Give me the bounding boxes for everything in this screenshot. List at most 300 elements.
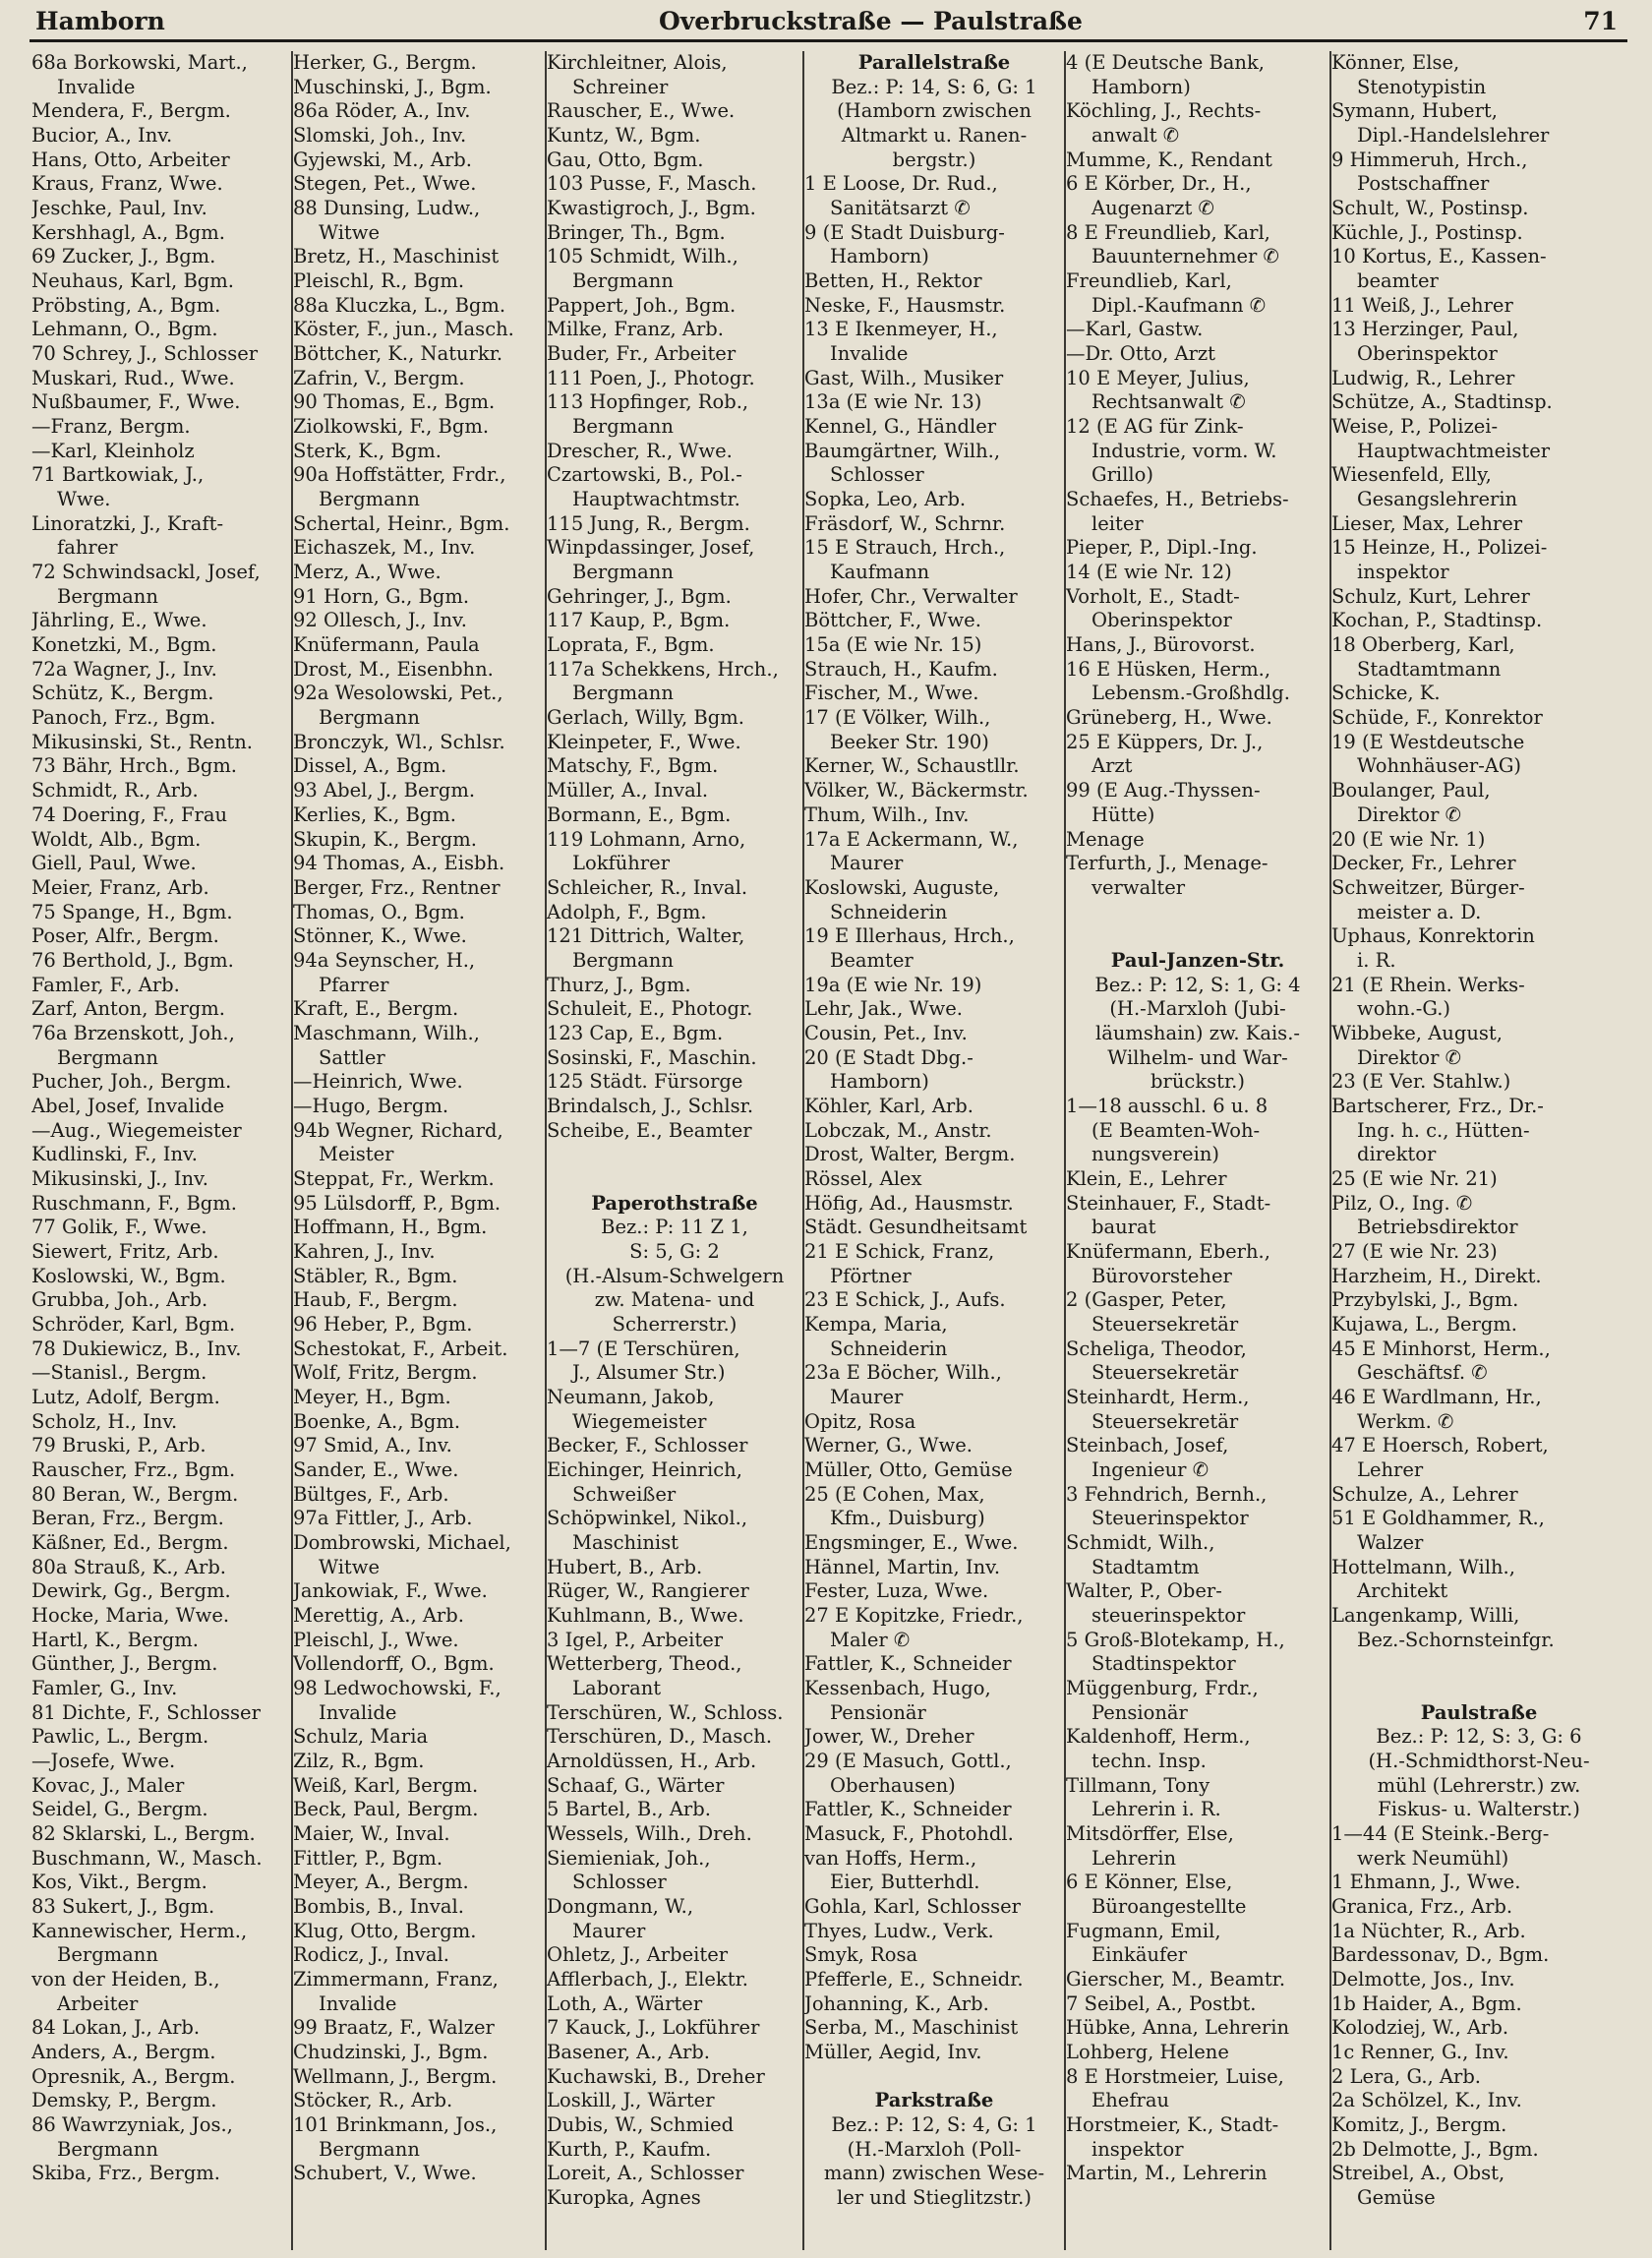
- directory-entry: Kudlinski, F., Inv.: [31, 1143, 198, 1166]
- directory-entry: Skupin, K., Bergm.: [293, 827, 477, 851]
- directory-entry: 84 Lokan, J., Arb.: [31, 2016, 201, 2040]
- header-street-range: Overbruckstraße — Paulstraße: [659, 7, 1083, 35]
- directory-entry-continuation: Oberinspektor: [1357, 342, 1498, 366]
- directory-entry-continuation: inspektor: [1357, 561, 1449, 584]
- directory-entry: Steppat, Fr., Werkm.: [293, 1166, 495, 1190]
- directory-entry-continuation: Bergmann: [57, 584, 158, 608]
- directory-entry: 95 Lülsdorff, P., Bgm.: [293, 1191, 502, 1215]
- directory-entry: Fattler, K., Schneider: [804, 1652, 1012, 1676]
- directory-entry: Knüfermann, Paula: [293, 633, 480, 657]
- directory-entry: Serba, M., Maschinist: [804, 2016, 1019, 2040]
- street-description: Fiskus- u. Walterstr.): [1378, 1798, 1580, 1821]
- directory-entry: 25 E Küppers, Dr. J.,: [1066, 730, 1264, 753]
- directory-entry-continuation: Beamter: [830, 948, 914, 972]
- directory-entry: Poser, Alfr., Bergm.: [31, 924, 219, 948]
- directory-entry: Brindalsch, J., Schlsr.: [547, 1094, 754, 1117]
- directory-entry: 27 (E wie Nr. 23): [1331, 1239, 1498, 1263]
- directory-entry: Thomas, O., Bgm.: [293, 900, 465, 923]
- directory-entry: 1b Haider, A., Bgm.: [1331, 1991, 1522, 2015]
- directory-entry: Bartscherer, Frz., Dr.-: [1331, 1094, 1544, 1117]
- directory-entry: 19 E Illerhaus, Hrch.,: [804, 924, 1015, 948]
- directory-entry-continuation: Direktor ✆: [1357, 802, 1461, 826]
- directory-entry: Bretz, H., Maschinist: [293, 245, 500, 268]
- directory-entry: Schütze, A., Stadtinsp.: [1331, 390, 1553, 414]
- directory-entry: 91 Horn, G., Bgm.: [293, 584, 470, 608]
- spacer: [1066, 924, 1329, 949]
- directory-entry: Hofer, Chr., Verwalter: [804, 584, 1018, 608]
- directory-entry: Beck, Paul, Bergm.: [293, 1798, 479, 1821]
- directory-entry-continuation: Hamborn): [830, 1070, 929, 1094]
- directory-entry: Ruschmann, F., Bgm.: [31, 1191, 237, 1215]
- directory-entry: Kuchawski, B., Dreher: [547, 2064, 765, 2088]
- directory-entry: 105 Schmidt, Wilh.,: [547, 245, 738, 268]
- directory-entry: Jeschke, Paul, Inv.: [31, 197, 207, 220]
- directory-entry: 76a Brzenskott, Joh.,: [31, 1021, 235, 1044]
- directory-entry: Uphaus, Konrektorin: [1331, 924, 1535, 948]
- directory-entry: Ziolkowski, F., Bgm.: [293, 415, 490, 439]
- directory-entry: 25 (E Cohen, Max,: [804, 1482, 985, 1506]
- directory-entry: Hännel, Martin, Inv.: [804, 1555, 1001, 1578]
- directory-entry: —Dr. Otto, Arzt: [1066, 342, 1216, 366]
- directory-entry: 17a E Ackermann, W.,: [804, 827, 1019, 851]
- directory-entry: Kleinpeter, F., Wwe.: [547, 730, 741, 753]
- directory-entry: Weiß, Karl, Bergm.: [293, 1773, 479, 1797]
- directory-entry-continuation: Pfarrer: [319, 973, 389, 996]
- directory-entry: Kerlies, K., Bgm.: [293, 802, 456, 826]
- directory-entry: 14 (E wie Nr. 12): [1066, 561, 1232, 584]
- directory-entry: 9 Himmeruh, Hrch.,: [1331, 148, 1528, 171]
- directory-entry-continuation: Pensionär: [830, 1700, 926, 1724]
- directory-entry: 4 (E Deutsche Bank,: [1066, 51, 1265, 74]
- directory-entry: Kolodziej, W., Arb.: [1331, 2016, 1509, 2040]
- directory-entry-continuation: Oberhausen): [830, 1773, 956, 1797]
- directory-entry: —Aug., Wiegemeister: [31, 1118, 242, 1142]
- directory-entry: Milke, Franz, Arb.: [547, 318, 724, 341]
- directory-entry: Schicke, K.: [1331, 682, 1441, 705]
- directory-entry: 2 Lera, G., Arb.: [1331, 2064, 1482, 2088]
- directory-entry: Gast, Wilh., Musiker: [804, 366, 1004, 389]
- directory-entry: 45 E Minhorst, Herm.,: [1331, 1337, 1551, 1360]
- street-description: Bez.: P: 14, S: 6, G: 1: [831, 75, 1037, 98]
- directory-entry-continuation: Bergmann: [319, 706, 420, 730]
- directory-entry: Wiesenfeld, Elly,: [1331, 463, 1492, 487]
- directory-entry: 1—7 (E Terschüren,: [547, 1337, 740, 1360]
- directory-entry-continuation: Arzt: [1092, 754, 1133, 778]
- directory-entry-continuation: Bez.-Schornsteinfgr.: [1357, 1628, 1555, 1651]
- directory-entry-continuation: i. R.: [1357, 948, 1396, 972]
- directory-entry: Jährling, E., Wwe.: [31, 609, 207, 632]
- directory-entry-continuation: fahrer: [57, 536, 118, 560]
- directory-entry: 83 Sukert, J., Bgm.: [31, 1895, 215, 1919]
- directory-entry: 68a Borkowski, Mart.,: [31, 51, 248, 74]
- directory-entry-continuation: Werkm. ✆: [1357, 1409, 1454, 1433]
- directory-entry: Anders, A., Bergm.: [31, 2041, 216, 2064]
- directory-entry: Jankowiak, F., Wwe.: [293, 1579, 488, 1603]
- column-4: [802, 51, 1064, 2250]
- directory-entry: Dubis, W., Schmied: [547, 2113, 735, 2137]
- directory-entry: Scholz, H., Inv.: [31, 1409, 178, 1433]
- directory-entry: 29 (E Masuch, Gottl.,: [804, 1750, 1012, 1773]
- directory-entry: Schult, W., Postinsp.: [1331, 197, 1529, 220]
- directory-entry: —Heinrich, Wwe.: [293, 1070, 463, 1094]
- directory-entry-continuation: Meister: [319, 1143, 394, 1166]
- directory-entry: Harzheim, H., Direkt.: [1331, 1264, 1542, 1287]
- directory-entry: 97 Smid, A., Inv.: [293, 1434, 452, 1457]
- directory-entry-continuation: Witwe: [319, 1555, 381, 1578]
- directory-entry: Köchling, J., Rechts-: [1066, 99, 1262, 123]
- directory-entry: Meyer, H., Bgm.: [293, 1385, 451, 1408]
- directory-entry: Hocke, Maria, Wwe.: [31, 1604, 230, 1627]
- directory-entry: Buder, Fr., Arbeiter: [547, 342, 737, 366]
- street-heading: Paulstraße: [1420, 1700, 1538, 1724]
- directory-entry: Loth, A., Wärter: [547, 1991, 703, 2015]
- directory-entry-continuation: Invalide: [830, 342, 909, 366]
- directory-entry: 1c Renner, G., Inv.: [1331, 2041, 1509, 2064]
- directory-entry: —Franz, Bergm.: [31, 415, 191, 439]
- directory-entry: Hans, Otto, Arbeiter: [31, 148, 230, 171]
- directory-entry: Schütz, K., Bergm.: [31, 682, 214, 705]
- directory-entry: Tillmann, Tony: [1066, 1773, 1210, 1797]
- street-description: (H.-Marxloh (Poll-: [847, 2137, 1022, 2161]
- directory-entry: Lohberg, Helene: [1066, 2041, 1229, 2064]
- directory-entry: 20 (E wie Nr. 1): [1331, 827, 1486, 851]
- directory-entry: Zafrin, V., Bergm.: [293, 366, 465, 389]
- directory-entry: Freundlieb, Karl,: [1066, 269, 1232, 293]
- directory-entry: 78 Dukiewicz, B., Inv.: [31, 1337, 242, 1360]
- directory-entry: Drost, M., Eisenbhn.: [293, 657, 494, 681]
- street-description: ler und Stieglitzstr.): [837, 2186, 1032, 2210]
- directory-entry-continuation: Lehrer: [1357, 1457, 1424, 1481]
- directory-entry: 90 Thomas, E., Bgm.: [293, 390, 496, 414]
- directory-entry: Zilz, R., Bgm.: [293, 1750, 425, 1773]
- directory-entry: 21 E Schick, Franz,: [804, 1239, 995, 1263]
- directory-entry: Bültges, F., Arb.: [293, 1482, 449, 1506]
- street-heading: Paperothstraße: [591, 1191, 758, 1215]
- directory-entry: Könner, Else,: [1331, 51, 1460, 74]
- directory-entry: 94b Wegner, Richard,: [293, 1118, 503, 1142]
- directory-entry-continuation: nungsverein): [1092, 1143, 1219, 1166]
- directory-entry: Kahren, J., Inv.: [293, 1239, 436, 1263]
- directory-entry-continuation: Gesangslehrerin: [1357, 488, 1518, 511]
- directory-entry: Sosinski, F., Maschin.: [547, 1045, 757, 1069]
- directory-entry-continuation: steuerinspektor: [1092, 1604, 1246, 1627]
- directory-entry: 23 E Schick, J., Aufs.: [804, 1288, 1006, 1312]
- directory-entry: 123 Cap, E., Bgm.: [547, 1021, 724, 1044]
- directory-entry: Seidel, G., Bergm.: [31, 1798, 208, 1821]
- directory-entry: —Karl, Gastw.: [1066, 318, 1204, 341]
- directory-entry: Kwastigroch, J., Bgm.: [547, 197, 756, 220]
- directory-entry-continuation: Bergmann: [572, 682, 674, 705]
- directory-entry: Schweitzer, Bürger-: [1331, 875, 1525, 899]
- directory-entry: Kuhlmann, B., Wwe.: [547, 1604, 744, 1627]
- directory-entry: Thum, Wilh., Inv.: [804, 802, 970, 826]
- directory-entry: Nußbaumer, F., Wwe.: [31, 390, 241, 414]
- directory-entry: Stegen, Pet., Wwe.: [293, 172, 477, 196]
- directory-entry: Menage: [1066, 827, 1145, 851]
- directory-entry-continuation: Ing. h. c., Hütten-: [1357, 1118, 1530, 1142]
- directory-entry: Lieser, Max, Lehrer: [1331, 511, 1523, 535]
- directory-entry-continuation: Lebensm.-Großhdlg.: [1092, 682, 1290, 705]
- directory-entry: Scheliga, Theodor,: [1066, 1337, 1247, 1360]
- directory-entry: 15a (E wie Nr. 15): [804, 633, 982, 657]
- directory-entry: Berger, Frz., Rentner: [293, 875, 501, 899]
- directory-entry: Käßner, Ed., Bergm.: [31, 1530, 229, 1554]
- directory-entry-continuation: Steuersekretär: [1092, 1409, 1239, 1433]
- directory-entry: 1—18 ausschl. 6 u. 8: [1066, 1094, 1268, 1117]
- directory-entry-continuation: Geschäftsf. ✆: [1357, 1361, 1488, 1385]
- directory-entry: Hoffmann, H., Bgm.: [293, 1216, 488, 1239]
- directory-entry: 98 Ledwochowski, F.,: [293, 1677, 502, 1700]
- directory-entry: 96 Heber, P., Bgm.: [293, 1312, 473, 1336]
- column-2: [291, 51, 545, 2250]
- directory-entry: Koslowski, W., Bgm.: [31, 1264, 226, 1287]
- directory-entry: Gierscher, M., Beamtr.: [1066, 1968, 1286, 1991]
- directory-entry: 101 Brinkmann, Jos.,: [293, 2113, 498, 2137]
- directory-entry: Klein, E., Lehrer: [1066, 1166, 1227, 1190]
- directory-entry: Skiba, Frz., Bergm.: [31, 2162, 221, 2185]
- directory-entry: 88a Kluczka, L., Bgm.: [293, 293, 506, 317]
- directory-entry: Lutz, Adolf, Bergm.: [31, 1385, 220, 1408]
- directory-entry: Müller, Aegid, Inv.: [804, 2041, 982, 2064]
- directory-entry-continuation: Witwe: [319, 220, 381, 244]
- directory-entry: Gau, Otto, Bgm.: [547, 148, 704, 171]
- directory-entry: Städt. Gesundheitsamt: [804, 1216, 1028, 1239]
- directory-entry: 46 E Wardlmann, Hr.,: [1331, 1385, 1542, 1408]
- directory-entry-continuation: Bergmann: [57, 2137, 158, 2161]
- directory-entry: Terschüren, D., Masch.: [547, 1725, 773, 1749]
- directory-entry: Ohletz, J., Arbeiter: [547, 1943, 729, 1967]
- directory-entry: 51 E Goldhammer, R.,: [1331, 1507, 1545, 1530]
- directory-entry: Gyjewski, M., Arb.: [293, 148, 472, 171]
- directory-entry: 1—44 (E Steink.-Berg-: [1331, 1822, 1550, 1846]
- directory-entry: Stönner, K., Wwe.: [293, 924, 467, 948]
- directory-entry: Decker, Fr., Lehrer: [1331, 852, 1516, 875]
- directory-entry-continuation: Schneiderin: [830, 1337, 948, 1360]
- directory-entry: Lehr, Jak., Wwe.: [804, 997, 963, 1021]
- directory-entry: Schmidt, R., Arb.: [31, 779, 199, 802]
- directory-entry: Engsminger, E., Wwe.: [804, 1530, 1019, 1554]
- directory-entry: Terschüren, W., Schloss.: [547, 1700, 784, 1724]
- directory-entry: Küchle, J., Postinsp.: [1331, 220, 1523, 244]
- directory-entry-continuation: Industrie, vorm. W.: [1092, 439, 1277, 462]
- directory-entry: Wessels, Wilh., Dreh.: [547, 1822, 752, 1846]
- directory-entry-continuation: Lehrerin: [1092, 1846, 1177, 1870]
- directory-entry: Kurth, P., Kaufm.: [547, 2137, 712, 2161]
- directory-entry-continuation: Wiegemeister: [572, 1409, 707, 1433]
- directory-entry: Arnoldüssen, H., Arb.: [547, 1750, 757, 1773]
- directory-entry: Winpdassinger, Josef,: [547, 536, 755, 560]
- directory-entry: Schröder, Karl, Bgm.: [31, 1312, 236, 1336]
- directory-entry: Bormann, E., Bgm.: [547, 802, 732, 826]
- directory-entry: Scheibe, E., Beamter: [547, 1118, 752, 1142]
- directory-entry-continuation: Schlosser: [572, 1871, 667, 1894]
- directory-entry-continuation: Hütte): [1092, 802, 1155, 826]
- directory-entry: Sterk, K., Bgm.: [293, 439, 442, 462]
- directory-entry: Vorholt, E., Stadt-: [1066, 584, 1240, 608]
- directory-entry: Schertal, Heinr., Bgm.: [293, 511, 510, 535]
- directory-entry: 71 Bartkowiak, J.,: [31, 463, 205, 487]
- directory-entry-continuation: Steuerinspektor: [1092, 1507, 1249, 1530]
- directory-entry: Ludwig, R., Lehrer: [1331, 366, 1515, 389]
- directory-entry: 77 Golik, F., Wwe.: [31, 1216, 207, 1239]
- directory-entry: Kuntz, W., Bgm.: [547, 124, 701, 148]
- directory-entry: Pieper, P., Dipl.-Ing.: [1066, 536, 1258, 560]
- directory-entry: 70 Schrey, J., Schlosser: [31, 342, 259, 366]
- directory-entry-continuation: Kaufmann: [830, 561, 930, 584]
- directory-entry: 9 (E Stadt Duisburg-: [804, 220, 1005, 244]
- directory-entry: Gerlach, Willy, Bgm.: [547, 706, 744, 730]
- directory-entry: Pappert, Joh., Bgm.: [547, 293, 737, 317]
- directory-entry: Drost, Walter, Bergm.: [804, 1143, 1016, 1166]
- directory-entry: Muskari, Rud., Wwe.: [31, 366, 235, 389]
- directory-entry: Buschmann, W., Masch.: [31, 1846, 263, 1870]
- directory-entry: Opitz, Rosa: [804, 1409, 916, 1433]
- directory-entry: Steinhardt, Herm.,: [1066, 1385, 1250, 1408]
- directory-entry: 2 (Gasper, Peter,: [1066, 1288, 1227, 1312]
- directory-entry: Meier, Franz, Arb.: [31, 875, 209, 899]
- directory-entry-continuation: Lehrerin i. R.: [1092, 1798, 1221, 1821]
- directory-entry-continuation: Gemüse: [1357, 2186, 1436, 2210]
- directory-entry: 121 Dittrich, Walter,: [547, 924, 745, 948]
- directory-entry: Günther, J., Bergm.: [31, 1652, 218, 1676]
- directory-entry: Symann, Hubert,: [1331, 99, 1498, 123]
- directory-entry: Schaefes, H., Betriebs-: [1066, 488, 1289, 511]
- directory-entry: Kovac, J., Maler: [31, 1773, 185, 1797]
- directory-entry: Lehmann, O., Bgm.: [31, 318, 218, 341]
- directory-entry-continuation: wohn.-G.): [1357, 997, 1451, 1021]
- directory-entry-continuation: Hauptwachtmeister: [1357, 439, 1551, 462]
- directory-entry: 73 Bähr, Hrch., Bgm.: [31, 754, 238, 778]
- directory-entry-continuation: Schweißer: [572, 1482, 677, 1506]
- directory-entry: Schleicher, R., Inval.: [547, 875, 748, 899]
- directory-entry-continuation: leiter: [1092, 511, 1144, 535]
- directory-entry: Kershhagl, A., Bgm.: [31, 220, 225, 244]
- street-description: (H.-Schmidthorst-Neu-: [1368, 1750, 1590, 1773]
- directory-entry: Neske, F., Hausmstr.: [804, 293, 1006, 317]
- directory-entry: 8 E Freundlieb, Karl,: [1066, 220, 1270, 244]
- directory-entry: Kempa, Maria,: [804, 1312, 948, 1336]
- directory-entry: 117 Kaup, P., Bgm.: [547, 609, 731, 632]
- column-6: [1329, 51, 1626, 2250]
- directory-entry: 11 Weiß, J., Lehrer: [1331, 293, 1513, 317]
- directory-entry: Merz, A., Wwe.: [293, 561, 442, 584]
- directory-entry: Schulz, Maria: [293, 1725, 429, 1749]
- directory-entry: Hottelmann, Wilh.,: [1331, 1555, 1515, 1578]
- directory-entry-continuation: Schneiderin: [830, 900, 948, 923]
- directory-entry: 10 E Meyer, Julius,: [1066, 366, 1250, 389]
- directory-entry-continuation: Bauunternehmer ✆: [1092, 245, 1279, 268]
- street-description: brückstr.): [1150, 1070, 1245, 1094]
- directory-entry: Rössel, Alex: [804, 1166, 922, 1190]
- directory-entry-continuation: techn. Insp.: [1092, 1750, 1207, 1773]
- street-description: (H.-Alsum-Schwelgern: [564, 1264, 785, 1287]
- directory-entry-continuation: Ingenieur ✆: [1092, 1457, 1210, 1481]
- directory-entry: Kraft, E., Bergm.: [293, 997, 459, 1021]
- directory-entry-continuation: Bergmann: [572, 561, 674, 584]
- directory-entry: Kochan, P., Stadtinsp.: [1331, 609, 1543, 632]
- directory-entry: Zarf, Anton, Bergm.: [31, 997, 225, 1021]
- directory-entry: 1 E Loose, Dr. Rud.,: [804, 172, 998, 196]
- directory-entry: 16 E Hüsken, Herm.,: [1066, 657, 1271, 681]
- directory-entry: Wetterberg, Theod.,: [547, 1652, 742, 1676]
- directory-entry: Meyer, A., Bergm.: [293, 1871, 469, 1894]
- directory-entry: Betten, H., Rektor: [804, 269, 982, 293]
- directory-entry: Köster, F., jun., Masch.: [293, 318, 514, 341]
- directory-entry-continuation: Bürovorsteher: [1092, 1264, 1232, 1287]
- directory-entry: 92 Ollesch, J., Inv.: [293, 609, 467, 632]
- directory-entry: Böttcher, F., Wwe.: [804, 609, 981, 632]
- directory-entry: 72a Wagner, J., Inv.: [31, 657, 217, 681]
- directory-entry: 97a Fittler, J., Arb.: [293, 1507, 473, 1530]
- directory-entry: 75 Spange, H., Bgm.: [31, 900, 233, 923]
- directory-entry-continuation: Büroangestellte: [1092, 1895, 1247, 1919]
- directory-entry: Walter, P., Ober-: [1066, 1579, 1222, 1603]
- directory-entry: 111 Poen, J., Photogr.: [547, 366, 755, 389]
- directory-entry: 21 (E Rhein. Werks-: [1331, 973, 1525, 996]
- directory-entry: Schulze, A., Lehrer: [1331, 1482, 1518, 1506]
- directory-entry: Streibel, A., Obst,: [1331, 2162, 1505, 2185]
- directory-entry: Slomski, Joh., Inv.: [293, 124, 467, 148]
- directory-entry: Przybylski, J., Bgm.: [1331, 1288, 1519, 1312]
- street-description: Bez.: P: 11 Z 1,: [601, 1216, 748, 1239]
- spacer: [1331, 1652, 1626, 1677]
- directory-entry: Siemieniak, Joh.,: [547, 1846, 711, 1870]
- directory-entry: 13 Herzinger, Paul,: [1331, 318, 1519, 341]
- directory-entry-continuation: Lokführer: [572, 852, 671, 875]
- header-district: Hamborn: [35, 7, 165, 35]
- directory-entry: Granica, Frz., Arb.: [1331, 1895, 1513, 1919]
- directory-entry-continuation: Maurer: [830, 852, 904, 875]
- directory-entry: Pleischl, J., Wwe.: [293, 1628, 459, 1651]
- directory-entry: 81 Dichte, F., Schlosser: [31, 1700, 261, 1724]
- directory-entry: Loprata, F., Bgm.: [547, 633, 715, 657]
- spacer: [1066, 901, 1329, 925]
- spacer: [1331, 1677, 1626, 1701]
- directory-entry: 7 Seibel, A., Postbt.: [1066, 1991, 1257, 2015]
- street-heading: Paul-Janzen-Str.: [1110, 948, 1285, 972]
- directory-entry: 23 (E Ver. Stahlw.): [1331, 1070, 1511, 1094]
- directory-entry: Rauscher, Frz., Bgm.: [31, 1457, 236, 1481]
- directory-entry-continuation: Walzer: [1357, 1530, 1424, 1554]
- directory-entry-continuation: Postschaffner: [1357, 172, 1490, 196]
- directory-entry: Komitz, J., Bergm.: [1331, 2113, 1507, 2137]
- directory-entry-continuation: Schlosser: [830, 463, 924, 487]
- directory-entry: Schulz, Kurt, Lehrer: [1331, 584, 1530, 608]
- directory-entry: Drescher, R., Wwe.: [547, 439, 733, 462]
- directory-entry: Pleischl, R., Bgm.: [293, 269, 465, 293]
- directory-entry: von der Heiden, B.,: [31, 1968, 220, 1991]
- directory-entry-continuation: Oberinspektor: [1092, 609, 1232, 632]
- directory-entry: Famler, F., Arb.: [31, 973, 180, 996]
- directory-entry: 80a Strauß, K., Arb.: [31, 1555, 227, 1578]
- directory-entry: 72 Schwindsackl, Josef,: [31, 561, 261, 584]
- directory-entry: Horstmeier, K., Stadt-: [1066, 2113, 1279, 2137]
- directory-entry: 6 E Körber, Dr., H.,: [1066, 172, 1252, 196]
- directory-entry: 12 (E AG für Zink-: [1066, 415, 1244, 439]
- directory-entry: 94a Seynscher, H.,: [293, 948, 476, 972]
- directory-entry: Sopka, Leo, Arb.: [804, 488, 967, 511]
- directory-entry: Mikusinski, St., Rentn.: [31, 730, 254, 753]
- directory-entry-continuation: Hamborn): [1092, 75, 1191, 98]
- directory-entry-continuation: Augenarzt ✆: [1092, 197, 1214, 220]
- directory-entry-continuation: beamter: [1357, 269, 1439, 293]
- directory-entry: Merettig, A., Arb.: [293, 1604, 464, 1627]
- directory-entry: Afflerbach, J., Elektr.: [547, 1968, 748, 1991]
- directory-entry: Stöcker, R., Arb.: [293, 2089, 453, 2112]
- directory-entry: 76 Berthold, J., Bgm.: [31, 948, 234, 972]
- directory-entry: 113 Hopfinger, Rob.,: [547, 390, 749, 414]
- directory-entry-continuation: Sattler: [319, 1045, 385, 1069]
